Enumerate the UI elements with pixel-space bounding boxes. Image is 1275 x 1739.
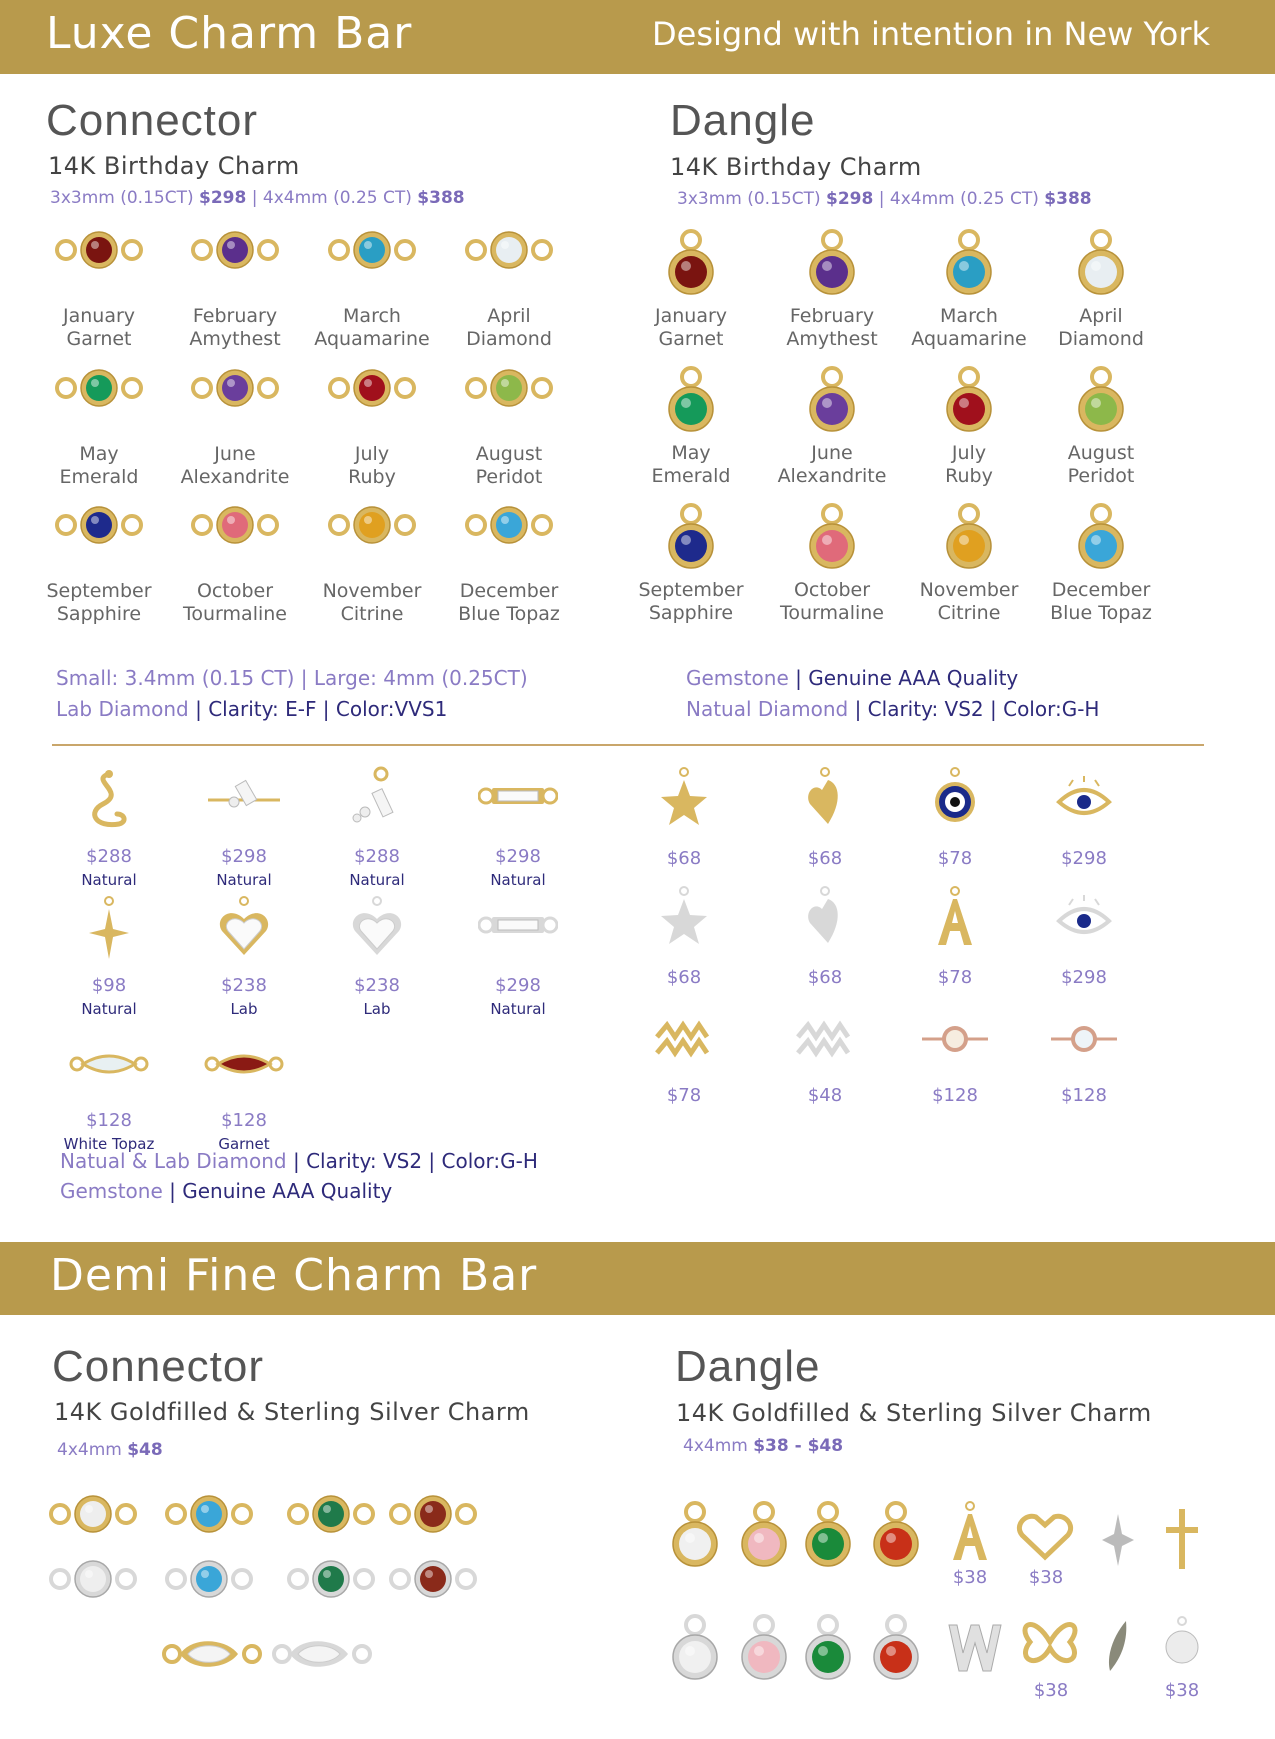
month-label: April bbox=[1079, 305, 1123, 327]
demi-connector-charm bbox=[388, 1559, 478, 1599]
stone-label: Diamond bbox=[1058, 328, 1144, 350]
demi-dangle-price: $38 bbox=[1033, 1680, 1069, 1701]
extra-quality: Natural bbox=[81, 871, 137, 889]
demi-dangle-charm bbox=[737, 1613, 791, 1683]
letter-w-charm-icon bbox=[945, 1615, 1005, 1675]
extra-price: $98 bbox=[91, 975, 127, 996]
dangle-charm-april bbox=[1074, 228, 1128, 298]
connector-info-size: Small: 3.4mm (0.15 CT) | Large: 4mm (0.25CT) bbox=[56, 666, 528, 690]
connector-charm-april bbox=[464, 230, 554, 270]
month-label: September bbox=[46, 580, 152, 602]
connector-label-april bbox=[439, 305, 579, 351]
luxe-title: Luxe Charm Bar bbox=[46, 8, 413, 59]
dangle-price-line: 3x3mm (0.15CT) $298 | 4x4mm (0.25 CT) $388 bbox=[677, 189, 1092, 209]
extra-price: $78 bbox=[937, 848, 973, 869]
demi-connector-charm bbox=[286, 1559, 376, 1599]
connector-label-august bbox=[439, 443, 579, 489]
marquise-white-charm-icon bbox=[69, 1030, 149, 1100]
dangle-label-november bbox=[899, 579, 1039, 625]
dangle-info-gemstone: Gemstone | Genuine AAA Quality bbox=[686, 666, 1019, 690]
extra-price: $298 bbox=[221, 846, 267, 867]
dangle-label-june bbox=[762, 442, 902, 488]
month-label: May bbox=[79, 443, 119, 465]
stone-label: Sapphire bbox=[648, 602, 734, 624]
connector-label-september bbox=[29, 580, 169, 626]
extra-price: $68 bbox=[807, 967, 843, 988]
demi-pear-connector-silver bbox=[272, 1634, 372, 1674]
extras-info-gemstone: Gemstone | Genuine AAA Quality bbox=[60, 1179, 393, 1203]
demi-connector-charm bbox=[48, 1559, 138, 1599]
cross-charm-icon bbox=[1162, 1505, 1202, 1575]
extra-price: $288 bbox=[86, 846, 132, 867]
horn-charm-icon bbox=[1098, 1615, 1138, 1675]
demi-connector-charm bbox=[388, 1494, 478, 1534]
demi-dangle-charm bbox=[737, 1500, 791, 1570]
stone-label: Garnet bbox=[658, 328, 724, 350]
month-label: May bbox=[671, 442, 711, 464]
stone-label: Ruby bbox=[945, 465, 993, 487]
connector-charm-august bbox=[464, 368, 554, 408]
dangle-label-march bbox=[899, 305, 1039, 351]
connector-info-diamond: Lab Diamond | Clarity: E-F | Color:VVS1 bbox=[56, 697, 448, 721]
extra-price: $298 bbox=[495, 846, 541, 867]
month-label: January bbox=[654, 305, 728, 327]
diamond-bar-charm-icon bbox=[204, 766, 284, 836]
eye-gold-charm-icon bbox=[1049, 766, 1119, 836]
dangle-charm-december bbox=[1074, 502, 1128, 572]
month-label: March bbox=[940, 305, 998, 327]
heart-gold-charm-icon bbox=[204, 895, 284, 965]
month-label: February bbox=[789, 305, 875, 327]
dangle-label-september bbox=[621, 579, 761, 625]
connector-price-line: 3x3mm (0.15CT) $298 | 4x4mm (0.25 CT) $388 bbox=[50, 188, 465, 208]
heart-gold-dangle-icon bbox=[790, 766, 860, 836]
demi-dangle-charm bbox=[801, 1500, 855, 1570]
letter-a-charm-icon bbox=[920, 885, 990, 955]
month-label: July bbox=[354, 443, 390, 465]
demi-title: Demi Fine Charm Bar bbox=[50, 1250, 538, 1301]
extra-price: $128 bbox=[86, 1110, 132, 1131]
demi-connector-charm bbox=[164, 1494, 254, 1534]
month-label: March bbox=[343, 305, 401, 327]
month-label: April bbox=[487, 305, 531, 327]
demi-dangle-charm bbox=[869, 1500, 923, 1570]
dangle-info-diamond: Natual Diamond | Clarity: VS2 | Color:G-H bbox=[686, 697, 1100, 721]
stone-label: Amythest bbox=[786, 328, 878, 350]
extras-info-diamond: Natual & Lab Diamond | Clarity: VS2 | Color:G-H bbox=[60, 1149, 538, 1173]
dangle-charm-september bbox=[664, 502, 718, 572]
dangle-label-july bbox=[899, 442, 1039, 488]
connector-charm-june bbox=[190, 368, 280, 408]
connector-label-march bbox=[302, 305, 442, 351]
demi-connector-charm bbox=[286, 1494, 376, 1534]
pearl-charm-icon bbox=[1162, 1615, 1202, 1675]
heart-outline-charm-icon bbox=[1010, 1505, 1080, 1565]
connector-charm-december bbox=[464, 505, 554, 545]
dangle-label-february bbox=[762, 305, 902, 351]
connector-charm-september bbox=[54, 505, 144, 545]
dangle-label-april bbox=[1031, 305, 1171, 351]
demi-dangle-charm bbox=[668, 1500, 722, 1570]
extra-price: $298 bbox=[1061, 848, 1107, 869]
stone-label: Aquamarine bbox=[314, 328, 430, 350]
opal-rose-charm-icon bbox=[1049, 1003, 1119, 1073]
connector-charm-may bbox=[54, 368, 144, 408]
month-label: December bbox=[459, 580, 559, 602]
demi-connector-price-line: 4x4mm $48 bbox=[57, 1440, 163, 1460]
dangle-label-may bbox=[621, 442, 761, 488]
stone-label: Alexandrite bbox=[180, 466, 290, 488]
connector-label-november bbox=[302, 580, 442, 626]
demi-dangle-charm bbox=[668, 1613, 722, 1683]
baguette-silver-charm-icon bbox=[478, 895, 558, 965]
month-label: October bbox=[196, 580, 274, 602]
extra-quality: Garnet bbox=[218, 1135, 270, 1153]
demi-connector-charm bbox=[48, 1494, 138, 1534]
extra-quality: Natural bbox=[349, 871, 405, 889]
stone-label: Emerald bbox=[651, 465, 731, 487]
star-gold-charm-icon bbox=[649, 766, 719, 836]
demi-dangle-price: $38 bbox=[1164, 1680, 1200, 1701]
extra-quality: Lab bbox=[363, 1000, 391, 1018]
stone-label: Citrine bbox=[937, 602, 1001, 624]
month-label: July bbox=[951, 442, 987, 464]
dangle-subheading: 14K Birthday Charm bbox=[670, 153, 922, 181]
connector-charm-october bbox=[190, 505, 280, 545]
star-silver-charm-icon bbox=[649, 885, 719, 955]
stone-label: Peridot bbox=[475, 466, 543, 488]
connector-label-january bbox=[29, 305, 169, 351]
extra-quality: White Topaz bbox=[63, 1135, 155, 1153]
demi-pear-connector-gold bbox=[162, 1634, 262, 1674]
demi-banner bbox=[0, 1242, 1275, 1315]
stone-label: Citrine bbox=[340, 603, 404, 625]
stone-label: Ruby bbox=[348, 466, 396, 488]
extra-price: $68 bbox=[666, 967, 702, 988]
dangle-charm-march bbox=[942, 228, 996, 298]
connector-subheading: 14K Birthday Charm bbox=[48, 152, 300, 180]
connector-label-july bbox=[302, 443, 442, 489]
connector-label-february bbox=[165, 305, 305, 351]
extra-quality: Natural bbox=[216, 871, 272, 889]
stone-label: Tourmaline bbox=[183, 603, 287, 625]
demi-dangle-charm bbox=[801, 1613, 855, 1683]
extra-price: $298 bbox=[1061, 967, 1107, 988]
stone-label: Aquamarine bbox=[911, 328, 1027, 350]
dangle-label-august bbox=[1031, 442, 1171, 488]
pearl-rose-charm-icon bbox=[920, 1003, 990, 1073]
demi-connector-heading: Connector bbox=[52, 1342, 265, 1391]
dangle-label-december bbox=[1031, 579, 1171, 625]
luxe-banner bbox=[0, 0, 1275, 74]
heart-silver-charm-icon bbox=[337, 895, 417, 965]
extra-quality: Lab bbox=[230, 1000, 258, 1018]
stone-label: Alexandrite bbox=[777, 465, 887, 487]
butterfly-charm-icon bbox=[1010, 1608, 1090, 1678]
dangle-heading: Dangle bbox=[670, 96, 816, 145]
dangle-charm-august bbox=[1074, 365, 1128, 435]
dangle-charm-november bbox=[942, 502, 996, 572]
month-label: January bbox=[62, 305, 136, 327]
demi-dangle-charm bbox=[869, 1613, 923, 1683]
dangle-charm-july bbox=[942, 365, 996, 435]
aquarius-gold-charm-icon bbox=[649, 1003, 719, 1073]
month-label: October bbox=[793, 579, 871, 601]
month-label: August bbox=[475, 443, 543, 465]
aquarius-silver-charm-icon bbox=[790, 1003, 860, 1073]
month-label: June bbox=[214, 443, 256, 465]
month-label: November bbox=[919, 579, 1019, 601]
extra-price: $238 bbox=[221, 975, 267, 996]
demi-dangle-price-line: 4x4mm $38 - $48 bbox=[683, 1436, 844, 1456]
luxe-tagline: Designd with intention in New York bbox=[652, 15, 1211, 53]
star-pendant-charm-icon bbox=[1098, 1510, 1138, 1570]
demi-connector-subheading: 14K Goldfilled & Sterling Silver Charm bbox=[54, 1398, 530, 1426]
letter-a-charm-icon bbox=[945, 1500, 995, 1570]
stone-label: Blue Topaz bbox=[1050, 602, 1152, 624]
connector-charm-march bbox=[327, 230, 417, 270]
month-label: September bbox=[638, 579, 744, 601]
month-label: February bbox=[192, 305, 278, 327]
extra-price: $78 bbox=[937, 967, 973, 988]
extra-quality: Natural bbox=[81, 1000, 137, 1018]
eye-silver-charm-icon bbox=[1049, 885, 1119, 955]
extra-price: $68 bbox=[807, 848, 843, 869]
stone-label: Garnet bbox=[66, 328, 132, 350]
stone-label: Tourmaline bbox=[780, 602, 884, 624]
star-burst-charm-icon bbox=[69, 895, 149, 965]
connector-label-december bbox=[439, 580, 579, 626]
connector-charm-february bbox=[190, 230, 280, 270]
evil-eye-charm-icon bbox=[920, 766, 990, 836]
extra-quality: Natural bbox=[490, 871, 546, 889]
dangle-charm-june bbox=[805, 365, 859, 435]
month-label: December bbox=[1051, 579, 1151, 601]
stone-label: Diamond bbox=[466, 328, 552, 350]
demi-connector-charm bbox=[164, 1559, 254, 1599]
connector-charm-july bbox=[327, 368, 417, 408]
heart-silver-dangle-icon bbox=[790, 885, 860, 955]
connector-heading: Connector bbox=[46, 96, 259, 145]
extra-price: $128 bbox=[221, 1110, 267, 1131]
connector-label-june bbox=[165, 443, 305, 489]
extra-price: $78 bbox=[666, 1085, 702, 1106]
stone-label: Peridot bbox=[1067, 465, 1135, 487]
demi-dangle-subheading: 14K Goldfilled & Sterling Silver Charm bbox=[676, 1399, 1152, 1427]
demi-dangle-heading: Dangle bbox=[675, 1342, 821, 1391]
demi-dangle-price: $38 bbox=[1028, 1567, 1064, 1588]
extra-quality: Natural bbox=[490, 1000, 546, 1018]
stone-label: Amythest bbox=[189, 328, 281, 350]
connector-label-may bbox=[29, 443, 169, 489]
connector-label-october bbox=[165, 580, 305, 626]
extra-price: $68 bbox=[666, 848, 702, 869]
dangle-label-october bbox=[762, 579, 902, 625]
baguette-gold-charm-icon bbox=[478, 766, 558, 836]
snake-charm-icon bbox=[69, 766, 149, 836]
stone-label: Blue Topaz bbox=[458, 603, 560, 625]
month-label: June bbox=[811, 442, 853, 464]
extra-price: $128 bbox=[1061, 1085, 1107, 1106]
stone-label: Emerald bbox=[59, 466, 139, 488]
dangle-charm-october bbox=[805, 502, 859, 572]
month-label: November bbox=[322, 580, 422, 602]
extra-price: $48 bbox=[807, 1085, 843, 1106]
dangle-label-january bbox=[621, 305, 761, 351]
extra-price: $128 bbox=[932, 1085, 978, 1106]
month-label: August bbox=[1067, 442, 1135, 464]
connector-charm-january bbox=[54, 230, 144, 270]
marquise-garnet-charm-icon bbox=[204, 1030, 284, 1100]
extra-price: $238 bbox=[354, 975, 400, 996]
dangle-charm-february bbox=[805, 228, 859, 298]
extra-price: $298 bbox=[495, 975, 541, 996]
section-divider bbox=[52, 744, 1204, 746]
extra-price: $288 bbox=[354, 846, 400, 867]
demi-dangle-price: $38 bbox=[952, 1567, 988, 1588]
connector-charm-november bbox=[327, 505, 417, 545]
dangle-charm-january bbox=[664, 228, 718, 298]
diamond-cluster-charm-icon bbox=[337, 766, 417, 836]
stone-label: Sapphire bbox=[56, 603, 142, 625]
dangle-charm-may bbox=[664, 365, 718, 435]
